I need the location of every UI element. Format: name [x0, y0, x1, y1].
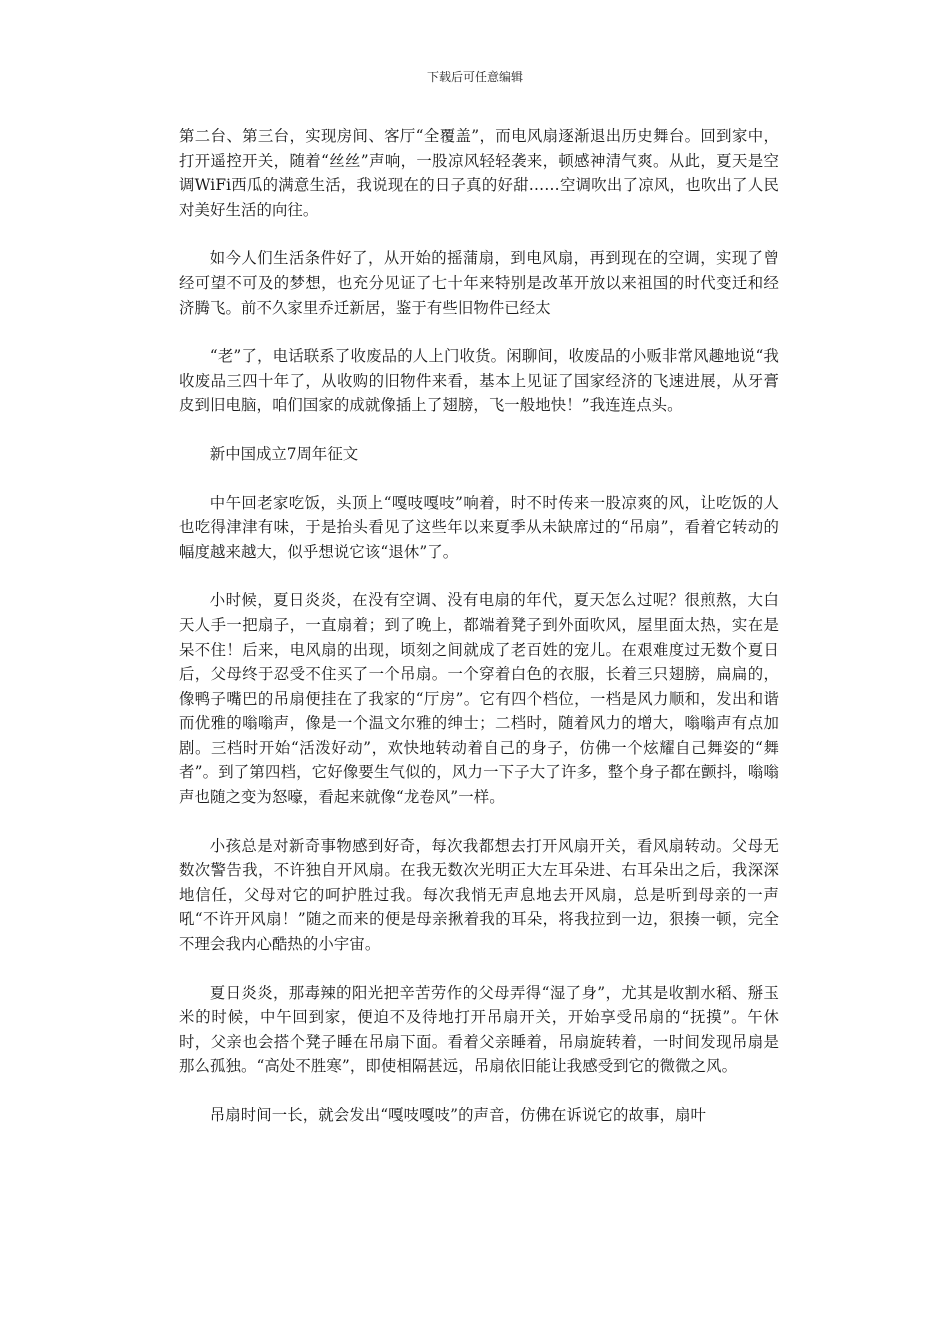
- paragraph: 中午回老家吃饭，头顶上“嘎吱嘎吱”响着，时不时传来一股凉爽的风，让吃饭的人也吃得津津有味，于是抬头看见了这些年以来夏季从未缺席过的“吊扇”，看着它转动的幅度越来越大，似乎想说它该“退休”了。: [179, 493, 779, 561]
- paragraph: 夏日炎炎，那毒辣的阳光把辛苦劳作的父母弄得“湿了身”，尤其是收割水稻、掰玉米的时候，中午回到家，便迫不及待地打开吊扇开关，开始享受吊扇的“抚摸”。午休时，父亲也会搭个凳子睡在吊扇下面。看着父亲睡着，吊扇旋转着，一时间发现吊扇是那么孤独。“高处不胜寒”，即使相隔甚远，吊扇依旧能让我感受到它的微微之风。: [179, 983, 779, 1076]
- paragraph: 小孩总是对新奇事物感到好奇，每次我都想去打开风扇开关，看风扇转动。父母无数次警告我，不许独自开风扇。在我无数次光明正大左耳朵进、右耳朵出之后，我深深地信任，父母对它的呵护胜过我。每次我悄无声息地去开风扇，总是听到母亲的一声吼“不许开风扇！”随之而来的便是母亲揪着我的耳朵，将我拉到一边，狠揍一顿，完全不理会我内心酷热的小宇宙。: [179, 836, 779, 954]
- paragraph: 如今人们生活条件好了，从开始的摇蒲扇，到电风扇，再到现在的空调，实现了曾经可望不可及的梦想，也充分见证了七十年来特别是改革开放以来祖国的时代变迁和经济腾飞。前不久家里乔迁新居，鉴于有些旧物件已经太: [179, 249, 779, 317]
- paragraph: 吊扇时间一长，就会发出“嘎吱嘎吱”的声音，仿佛在诉说它的故事，扇叶: [209, 1106, 706, 1124]
- document-body: [179, 124, 779, 1152]
- paragraph: 第二台、第三台，实现房间、客厅“全覆盖”，而电风扇逐渐退出历史舞台。回到家中，打开遥控开关，随着“丝丝”声响，一股凉风轻轻袭来，顿感神清气爽。从此，夏天是空调WiFi西瓜的满意生活，我说现在的日子真的好甜……空调吹出了凉风，也吹出了人民对美好生活的向往。: [179, 127, 779, 219]
- paragraph: 小时候，夏日炎炎，在没有空调、没有电扇的年代，夏天怎么过呢？很煎熬，大白天人手一把扇子，一直扇着；到了晚上，都端着凳子到外面吹风，屋里面太热，实在是呆不住！后来，电风扇的出现，顷刻之间就成了老百姓的宠儿。在艰难度过无数个夏日后，父母终于忍受不住买了一个吊扇。一个穿着白色的衣服，长着三只翅膀，扁扁的，像鸭子嘴巴的吊扇便挂在了我家的“厅房”。它有四个档位，一档是风力顺和，发出和谐而优雅的嗡嗡声，像是一个温文尔雅的绅士；二档时，随着风力的增大，嗡嗡声有点加剧。三档时开始“活泼好动”，欢快地转动着自己的身子，仿佛一个炫耀自己舞姿的“舞者”。到了第四档，它好像要生气似的，风力一下子大了许多，整个身子都在颤抖，嗡嗡声也随之变为怒嚎，看起来就像“龙卷风”一样。: [179, 591, 779, 807]
- page-header: 下载后可任意编辑: [426, 70, 523, 84]
- paragraph: “老”了，电话联系了收废品的人上门收货。闲聊间，收废品的小贩非常风趣地说“我收废品三四十年了，从收购的旧物件来看，基本上见证了国家经济的飞速进展，从牙膏皮到旧电脑，咱们国家的成就像插上了翅膀，飞一般地快！”我连连点头。: [179, 347, 779, 415]
- section-title: 新中国成立7周年征文: [209, 444, 359, 463]
